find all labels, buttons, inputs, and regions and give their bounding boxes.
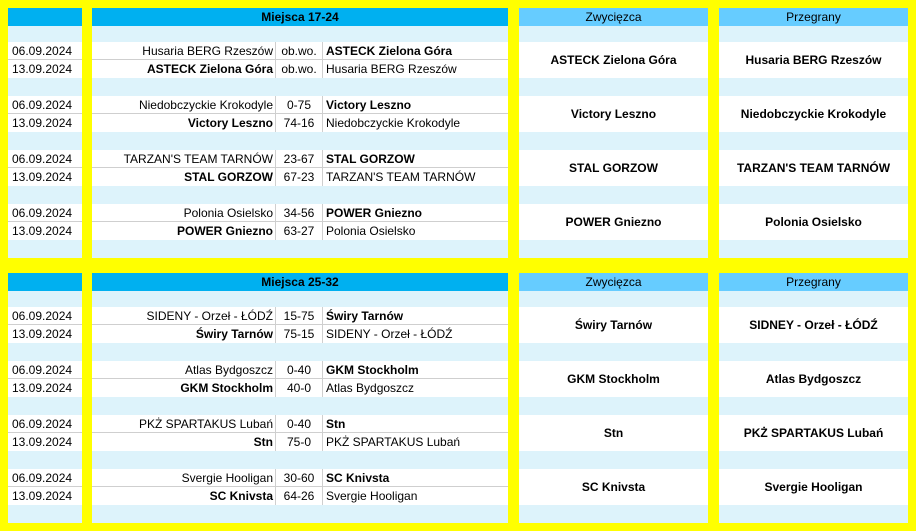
home-team: POWER Gniezno xyxy=(92,222,276,240)
spacer-row xyxy=(8,505,82,523)
away-team: Husaria BERG Rzeszów xyxy=(326,62,457,76)
match-date: 13.09.2024 xyxy=(8,114,82,132)
spacer-row xyxy=(8,132,82,150)
match-row xyxy=(92,307,508,325)
away-team: TARZAN'S TEAM TARNÓW xyxy=(326,170,476,184)
spacer-row xyxy=(719,78,908,96)
spacer-row xyxy=(519,132,708,150)
match-row xyxy=(92,379,508,397)
pair-loser: Niedobczyckie Krokodyle xyxy=(719,96,908,132)
winner-column xyxy=(519,273,708,523)
pair-loser: PKŻ SPARTAKUS Lubań xyxy=(719,415,908,451)
match-score: 23-67 xyxy=(276,150,323,167)
match-date: 06.09.2024 xyxy=(8,204,82,222)
loser-column xyxy=(719,273,908,523)
spacer-row xyxy=(92,397,508,415)
match-score: 40-0 xyxy=(276,379,323,397)
date-column xyxy=(8,273,82,523)
home-team: Niedobczyckie Krokodyle xyxy=(92,96,276,113)
home-team: Atlas Bydgoszcz xyxy=(92,361,276,378)
spacer-row xyxy=(8,451,82,469)
match-score: 74-16 xyxy=(276,114,323,132)
pair-loser: Husaria BERG Rzeszów xyxy=(719,42,908,78)
home-team: Svergie Hooligan xyxy=(92,469,276,486)
spacer-row xyxy=(719,186,908,204)
pair-loser: Polonia Osielsko xyxy=(719,204,908,240)
spacer-row xyxy=(8,240,82,258)
match-row xyxy=(92,361,508,379)
group-title: Miejsca 25-32 xyxy=(92,273,508,291)
match-date: 06.09.2024 xyxy=(8,307,82,325)
home-team: SIDENY - Orzeł - ŁÓDŹ xyxy=(92,307,276,324)
pair-loser: Atlas Bydgoszcz xyxy=(719,361,908,397)
home-team: Świry Tarnów xyxy=(92,325,276,343)
away-team: Niedobczyckie Krokodyle xyxy=(326,116,461,130)
away-team: Świry Tarnów xyxy=(326,309,404,323)
pair-loser: Svergie Hooligan xyxy=(719,469,908,505)
spacer-row xyxy=(92,505,508,523)
away-team: STAL GORZOW xyxy=(326,152,415,166)
match-date: 13.09.2024 xyxy=(8,487,82,505)
match-score: 0-40 xyxy=(276,361,323,378)
pair-loser: TARZAN'S TEAM TARNÓW xyxy=(719,150,908,186)
winner-header: Zwycięzca xyxy=(519,8,708,26)
date-header-bar xyxy=(8,273,82,291)
home-team: TARZAN'S TEAM TARNÓW xyxy=(92,150,276,167)
away-team: SC Knivsta xyxy=(326,471,390,485)
date-column xyxy=(8,8,82,258)
away-team: Polonia Osielsko xyxy=(326,224,416,238)
match-row xyxy=(92,150,508,168)
spacer-row xyxy=(8,343,82,361)
match-date: 13.09.2024 xyxy=(8,379,82,397)
match-row xyxy=(92,415,508,433)
match-score: ob.wo. xyxy=(276,42,323,59)
spacer-row xyxy=(92,26,508,42)
match-date: 06.09.2024 xyxy=(8,96,82,114)
spacer-row xyxy=(8,397,82,415)
match-row xyxy=(92,325,508,343)
match-date: 13.09.2024 xyxy=(8,168,82,186)
home-team: PKŻ SPARTAKUS Lubań xyxy=(92,415,276,432)
spacer-row xyxy=(92,240,508,258)
match-date: 13.09.2024 xyxy=(8,60,82,78)
away-team: Victory Leszno xyxy=(326,98,412,112)
home-team: ASTECK Zielona Góra xyxy=(92,60,276,78)
match-date: 06.09.2024 xyxy=(8,361,82,379)
pair-winner: STAL GORZOW xyxy=(519,150,708,186)
winner-header: Zwycięzca xyxy=(519,273,708,291)
match-score: 75-15 xyxy=(276,325,323,343)
match-row xyxy=(92,222,508,240)
away-team: POWER Gniezno xyxy=(326,206,422,220)
away-team: GKM Stockholm xyxy=(326,363,419,377)
away-team: ASTECK Zielona Góra xyxy=(326,44,453,58)
pair-winner: Świry Tarnów xyxy=(519,307,708,343)
spacer-row xyxy=(92,291,508,307)
spacer-row xyxy=(519,451,708,469)
match-date: 06.09.2024 xyxy=(8,42,82,60)
away-team: Stn xyxy=(326,417,346,431)
spacer-row xyxy=(719,240,908,258)
spacer-row xyxy=(8,186,82,204)
spacer-row xyxy=(519,291,708,307)
spacer-row xyxy=(8,291,82,307)
spacer-row xyxy=(519,186,708,204)
match-date: 06.09.2024 xyxy=(8,469,82,487)
spacer-row xyxy=(519,240,708,258)
match-score: 15-75 xyxy=(276,307,323,324)
match-row xyxy=(92,168,508,186)
spacer-row xyxy=(719,291,908,307)
match-row xyxy=(92,114,508,132)
loser-header: Przegrany xyxy=(719,273,908,291)
match-row xyxy=(92,96,508,114)
match-score: 0-40 xyxy=(276,415,323,432)
match-score: 75-0 xyxy=(276,433,323,451)
away-team: SIDENY - Orzeł - ŁÓDŹ xyxy=(326,327,453,341)
match-row xyxy=(92,60,508,78)
match-score: 63-27 xyxy=(276,222,323,240)
spacer-row xyxy=(519,343,708,361)
spacer-row xyxy=(719,343,908,361)
spacer-row xyxy=(719,397,908,415)
match-score: 67-23 xyxy=(276,168,323,186)
home-team: STAL GORZOW xyxy=(92,168,276,186)
pair-winner: SC Knivsta xyxy=(519,469,708,505)
pair-winner: Stn xyxy=(519,415,708,451)
spacer-row xyxy=(8,26,82,42)
match-score: 64-26 xyxy=(276,487,323,505)
home-team: GKM Stockholm xyxy=(92,379,276,397)
away-team: Svergie Hooligan xyxy=(326,489,418,503)
spacer-row xyxy=(8,78,82,96)
home-team: SC Knivsta xyxy=(92,487,276,505)
spacer-row xyxy=(92,343,508,361)
spacer-row xyxy=(519,78,708,96)
winner-column xyxy=(519,8,708,258)
loser-header: Przegrany xyxy=(719,8,908,26)
spacer-row xyxy=(92,186,508,204)
match-row xyxy=(92,487,508,505)
spacer-row xyxy=(719,505,908,523)
pair-winner: POWER Gniezno xyxy=(519,204,708,240)
pair-winner: ASTECK Zielona Góra xyxy=(519,42,708,78)
spacer-row xyxy=(519,505,708,523)
home-team: Stn xyxy=(92,433,276,451)
spacer-row xyxy=(719,132,908,150)
home-team: Husaria BERG Rzeszów xyxy=(92,42,276,59)
spacer-row xyxy=(519,26,708,42)
match-score: ob.wo. xyxy=(276,60,323,78)
match-column xyxy=(92,8,508,258)
match-date: 13.09.2024 xyxy=(8,325,82,343)
pair-winner: GKM Stockholm xyxy=(519,361,708,397)
pair-loser: SIDNEY - Orzeł - ŁÓDŹ xyxy=(719,307,908,343)
spacer-row xyxy=(519,397,708,415)
spacer-row xyxy=(719,26,908,42)
match-score: 34-56 xyxy=(276,204,323,221)
match-column xyxy=(92,273,508,523)
match-score: 30-60 xyxy=(276,469,323,486)
spacer-row xyxy=(719,451,908,469)
match-date: 06.09.2024 xyxy=(8,150,82,168)
home-team: Polonia Osielsko xyxy=(92,204,276,221)
home-team: Victory Leszno xyxy=(92,114,276,132)
match-date: 13.09.2024 xyxy=(8,433,82,451)
match-row xyxy=(92,204,508,222)
away-team: PKŻ SPARTAKUS Lubań xyxy=(326,435,461,449)
match-date: 13.09.2024 xyxy=(8,222,82,240)
spacer-row xyxy=(92,451,508,469)
spacer-row xyxy=(92,132,508,150)
match-row xyxy=(92,42,508,60)
spacer-row xyxy=(92,78,508,96)
match-score: 0-75 xyxy=(276,96,323,113)
loser-column xyxy=(719,8,908,258)
match-date: 06.09.2024 xyxy=(8,415,82,433)
away-team: Atlas Bydgoszcz xyxy=(326,381,415,395)
match-row xyxy=(92,469,508,487)
match-row xyxy=(92,433,508,451)
group-title: Miejsca 17-24 xyxy=(92,8,508,26)
date-header-bar xyxy=(8,8,82,26)
pair-winner: Victory Leszno xyxy=(519,96,708,132)
